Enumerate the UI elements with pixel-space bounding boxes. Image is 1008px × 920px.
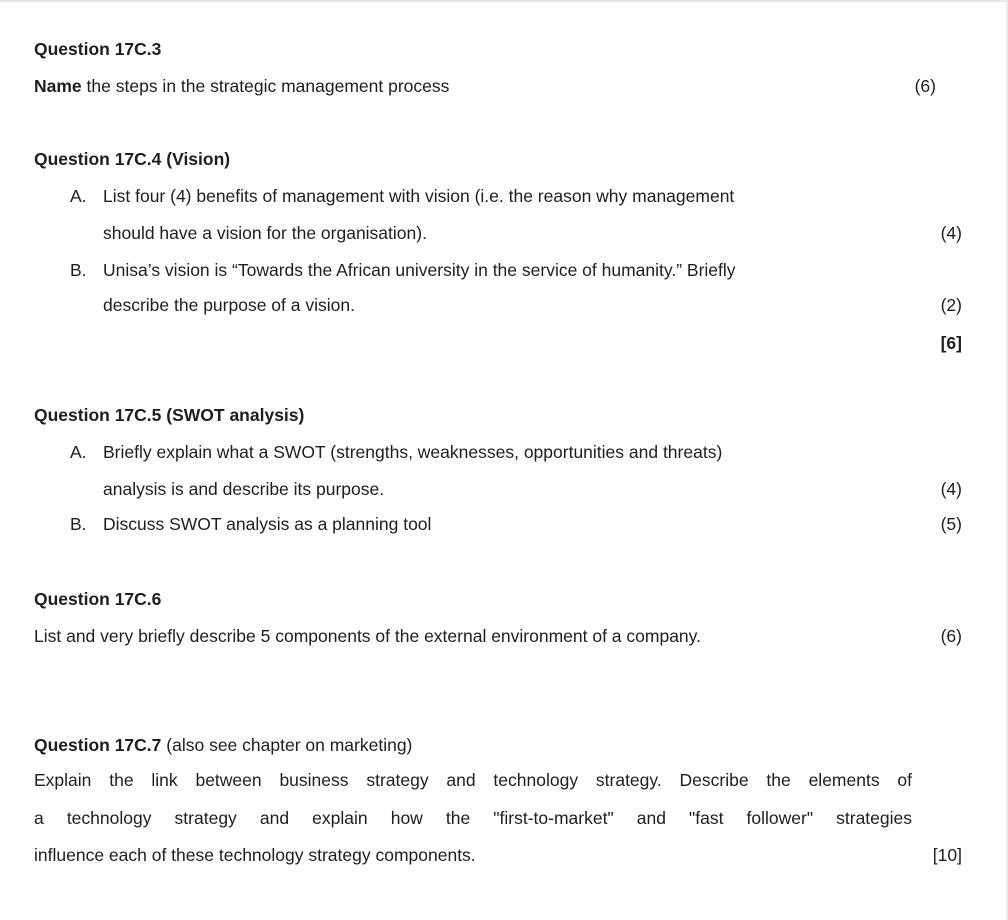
q5-item-a-line2: analysis is and describe its purpose. [103,479,385,499]
q5-item-b-line1: Discuss SWOT analysis as a planning tool [103,514,432,534]
q3-heading: Question 17C.3 [34,39,162,59]
q6-marks: (6) [940,626,962,646]
q4-item-a-line2: should have a vision for the organisation). [103,223,427,243]
q6-text: List and very briefly describe 5 components of the external environment of a company. [34,626,701,646]
q3-text: the steps in the strategic management process [86,76,450,96]
q5-item-b-letter: B. [70,514,87,534]
q5-heading: Question 17C.5 (SWOT analysis) [34,405,305,425]
q4-item-a-marks: (4) [940,223,962,243]
q7-heading-line [34,734,412,756]
q5-item-a-letter: A. [70,442,87,462]
q7-heading: Question 17C.7 [34,735,162,755]
q6-heading: Question 17C.6 [34,589,162,609]
q5-item-b-marks: (5) [940,514,962,534]
q4-item-b-line1: Unisa’s vision is “Towards the African university in the service of humanity.” Briefly [103,260,736,280]
q4-item-a-letter: A. [70,186,87,206]
q4-item-b-line2: describe the purpose of a vision. [103,295,355,315]
q7-text-line2: a technology strategy and explain how the "first-to-market" and "fast follower" strategies [34,808,912,828]
q7-marks: [10] [932,845,962,865]
q4-item-b-marks: (2) [940,295,962,315]
q5-item-a-marks: (4) [940,479,962,499]
q4-item-b-letter: B. [70,260,87,280]
q7-text-line3: influence each of these technology strategy components. [34,845,476,865]
q7-text-line1: Explain the link between business strategy and technology strategy. Describe the elements of [34,770,912,790]
q4-heading: Question 17C.4 (Vision) [34,149,231,169]
q4-item-a-line1: List four (4) benefits of management with vision (i.e. the reason why management [103,186,735,206]
q3-marks: (6) [914,76,936,96]
q3-bold-word: Name [34,76,82,96]
q7-heading-note: (also see chapter on marketing) [166,735,413,755]
q4-total-marks: [6] [940,333,962,353]
q3-question-text [34,75,449,97]
q5-item-a-line1: Briefly explain what a SWOT (strengths, weaknesses, opportunities and threats) [103,442,723,462]
